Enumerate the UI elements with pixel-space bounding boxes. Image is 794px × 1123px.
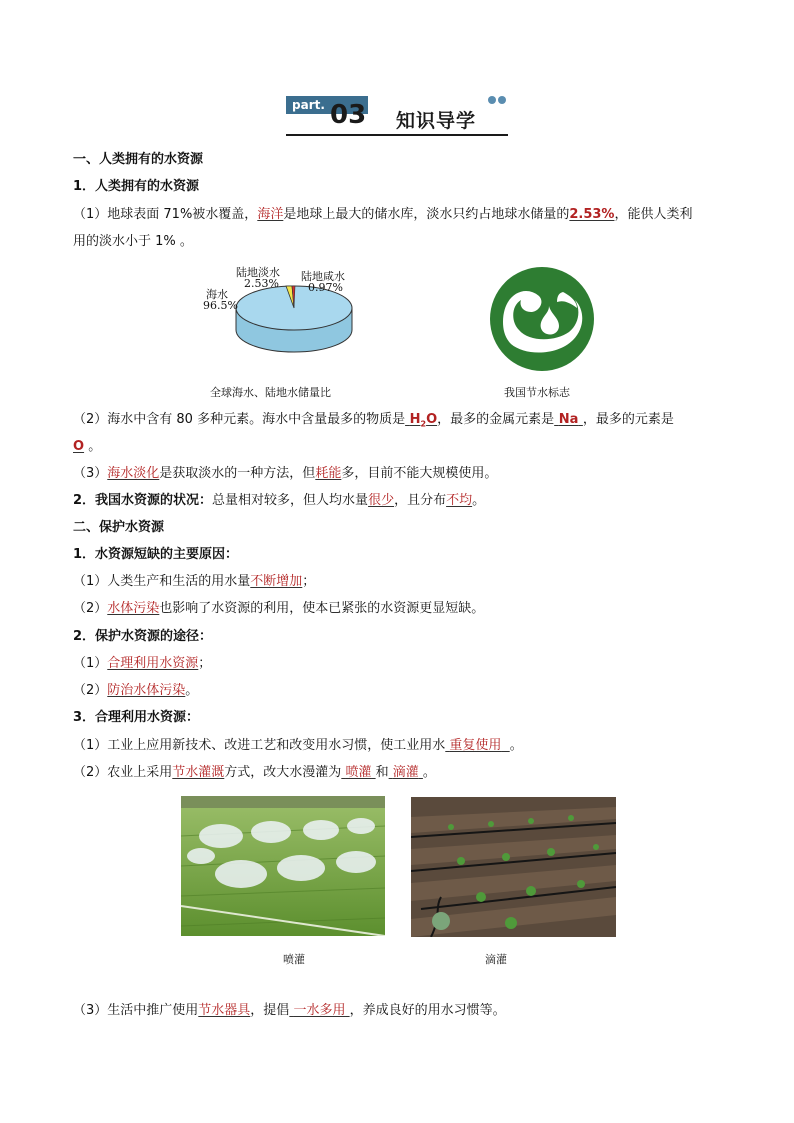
- text: ，能供人类利: [614, 207, 693, 222]
- answer-blank: 防治水体污染: [107, 683, 186, 698]
- answer-blank: 很少: [368, 493, 395, 508]
- text: （1）工业上应用新技术、改进工艺和改变用水习惯，使工业用水: [73, 738, 446, 753]
- text: ，养成良好的用水习惯等。: [349, 1003, 506, 1018]
- paragraph-2-cont: [73, 438, 101, 456]
- text: 是获取淡水的一种方法，但: [159, 466, 316, 481]
- answer-blank: [341, 765, 375, 780]
- answer-blank: [445, 738, 509, 753]
- text: 方式，改大水漫灌为: [224, 765, 342, 780]
- answer-blank: 水体污染: [107, 601, 160, 616]
- use-3: [73, 1002, 506, 1020]
- answer-blank: 耗能: [315, 466, 342, 481]
- paragraph-1-cont: 用的淡水小于 1% 。: [73, 234, 193, 249]
- right-photo-caption: 滴灌: [485, 953, 507, 966]
- reason-1: [73, 573, 315, 591]
- water-drop-logo-icon: [489, 266, 595, 372]
- answer-subscript: 2: [420, 419, 427, 429]
- label-fresh: 陆地淡水: [236, 266, 280, 279]
- text: （3）生活中推广使用: [73, 1003, 199, 1018]
- answer-blank: [389, 765, 423, 780]
- text: 多，目前不能大规模使用。: [341, 466, 498, 481]
- answer-part: Na: [558, 412, 579, 427]
- drip-field-image: [411, 797, 616, 937]
- decor-dot-icon: [488, 96, 496, 104]
- subheading-5: 3．合理利用水资源：: [73, 710, 200, 725]
- text: 。: [422, 765, 436, 780]
- answer-part: O: [426, 412, 438, 427]
- header-underline: [286, 134, 508, 136]
- answer-blank: [554, 412, 583, 427]
- label-sea: 海水: [206, 288, 228, 301]
- text: （2）农业上采用: [73, 765, 173, 780]
- answer-blank: O: [73, 439, 85, 454]
- answer-blank: 海水淡化: [107, 466, 160, 481]
- answer-blank: 节水器具: [198, 1003, 251, 1018]
- label-salt: 陆地咸水: [301, 270, 345, 283]
- answer-part: 重复使用: [449, 738, 502, 753]
- text: 是地球上最大的储水库，淡水只约占地球水储量的: [283, 207, 570, 222]
- text: 。: [509, 738, 523, 753]
- text: 。: [472, 493, 486, 508]
- section-heading-2: 二、保护水资源: [73, 520, 165, 535]
- label-salt-value: 0.97%: [308, 281, 343, 294]
- sprinkler-field-image: [181, 796, 385, 936]
- answer-blank: 不断增加: [250, 574, 303, 589]
- use-2: [73, 764, 436, 782]
- text: （3）: [73, 466, 108, 481]
- text: （1）人类生产和生活的用水量: [73, 574, 251, 589]
- pie-caption: 全球海水、陆地水储量比: [210, 386, 331, 399]
- answer-part: H: [409, 412, 421, 427]
- answer-part: 喷灌: [345, 765, 372, 780]
- section-heading-1: 一、人类拥有的水资源: [73, 152, 204, 167]
- part-number: 03: [330, 100, 367, 130]
- text: 总量相对较多，但人均水量: [212, 493, 369, 508]
- text: ；: [302, 574, 316, 589]
- answer-blank: [405, 412, 437, 427]
- page-title: 知识导学: [396, 110, 477, 132]
- subheading-4: 2．保护水资源的途径：: [73, 629, 213, 644]
- subheading-1: 1．人类拥有的水资源: [73, 179, 200, 194]
- logo-caption: 我国节水标志: [504, 386, 570, 399]
- text: ，提倡: [250, 1003, 290, 1018]
- decor-dot-icon: [498, 96, 506, 104]
- subheading-label: 2．我国水资源的状况：: [73, 493, 213, 508]
- use-1: [73, 737, 523, 755]
- answer-blank: 海洋: [257, 207, 284, 222]
- text: 。: [84, 439, 102, 454]
- answer-blank: 2.53%: [569, 207, 615, 222]
- drip-irrigation-photo: [411, 797, 616, 937]
- paragraph-2: [73, 411, 674, 434]
- text: （2）: [73, 683, 108, 698]
- text: 和: [375, 765, 389, 780]
- label-sea-value: 96.5%: [203, 299, 238, 312]
- answer-blank: 节水灌溉: [172, 765, 225, 780]
- section-header: [286, 94, 508, 138]
- answer-blank: 不均: [446, 493, 473, 508]
- text: （2）: [73, 601, 108, 616]
- subheading-3: 1．水资源短缺的主要原因：: [73, 547, 239, 562]
- paragraph-1: [73, 206, 692, 224]
- text: ，且分布: [394, 493, 447, 508]
- sprinkler-irrigation-photo: [181, 796, 385, 936]
- water-pie-diagram: [198, 260, 368, 372]
- answer-part: 一水多用: [293, 1003, 346, 1018]
- text: ，最多的元素是: [582, 412, 674, 427]
- part-tag: part.: [286, 96, 368, 114]
- left-photo-caption: 喷灌: [283, 953, 305, 966]
- text: （1）: [73, 656, 108, 671]
- text: ；: [198, 656, 212, 671]
- answer-part: 滴灌: [392, 765, 419, 780]
- way-2: [73, 682, 198, 700]
- subheading-2: [73, 492, 485, 510]
- answer-blank: 合理利用水资源: [107, 656, 199, 671]
- way-1: [73, 655, 211, 673]
- text: （1）地球表面 71%被水覆盖，: [73, 207, 258, 222]
- text: 。: [185, 683, 199, 698]
- text: ，最多的金属元素是: [437, 412, 555, 427]
- label-fresh-value: 2.53%: [244, 277, 279, 290]
- text: （2）海水中含有 80 多种元素。海水中含量最多的物质是: [73, 412, 406, 427]
- text: 也影响了水资源的利用，使本已紧张的水资源更显短缺。: [159, 601, 485, 616]
- reason-2: [73, 600, 484, 618]
- water-saving-logo: [489, 266, 595, 372]
- answer-blank: [289, 1003, 349, 1018]
- paragraph-3: [73, 465, 497, 483]
